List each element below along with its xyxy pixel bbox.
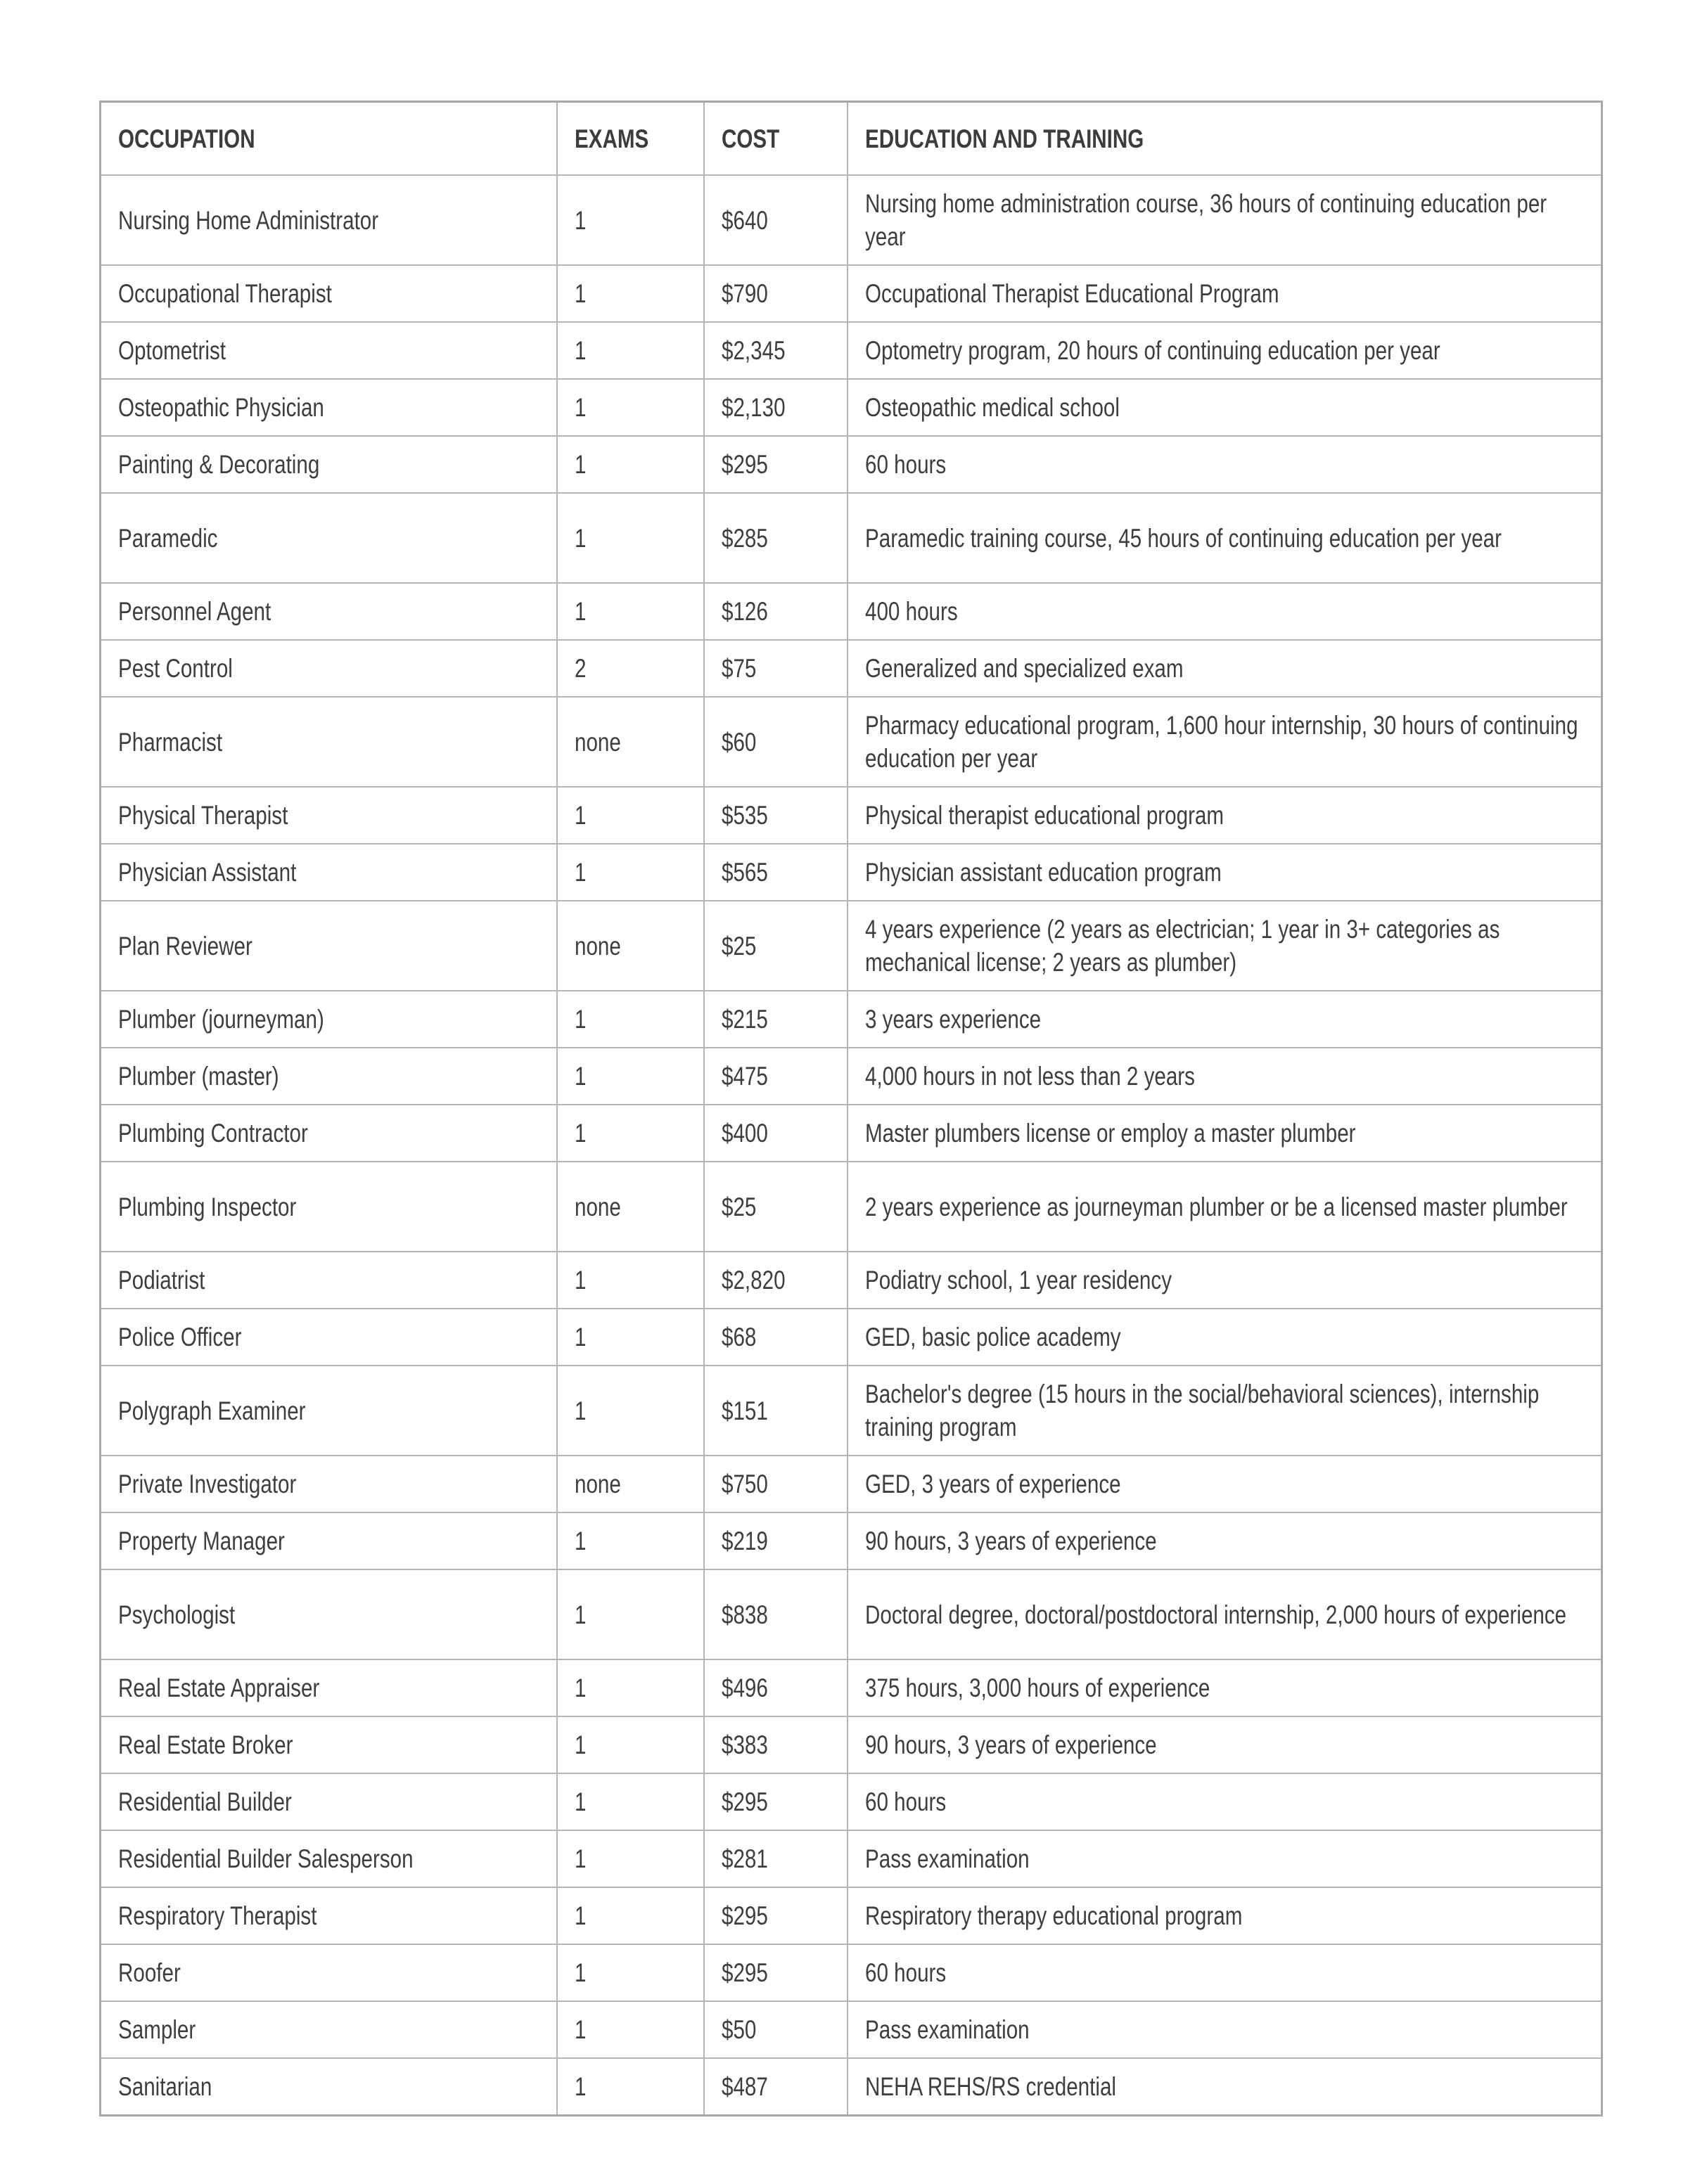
cell-education-text: 60 hours xyxy=(864,1958,947,1987)
cell-education-text: Doctoral degree, doctoral/postdoctoral internship, 2,000 hours of experience xyxy=(864,1600,1566,1629)
cell-cost xyxy=(704,1162,847,1252)
table-row xyxy=(101,1773,1602,1830)
table-row xyxy=(101,901,1602,991)
cell-cost xyxy=(704,1830,847,1887)
cell-education xyxy=(848,1512,1602,1569)
cell-occupation-text: Plan Reviewer xyxy=(118,931,252,961)
cell-cost xyxy=(704,1887,847,1944)
cell-exams-text: 1 xyxy=(575,1396,587,1425)
table-row xyxy=(101,1512,1602,1569)
cell-education xyxy=(848,436,1602,493)
cell-cost-text: $295 xyxy=(722,1958,769,1987)
cell-occupation-text: Residential Builder Salesperson xyxy=(118,1844,414,1873)
cell-cost-text: $295 xyxy=(722,1901,769,1930)
cell-occupation-text: Psychologist xyxy=(118,1600,236,1629)
cell-education xyxy=(848,583,1602,640)
cell-exams xyxy=(557,787,704,844)
cell-education-text: 4 years experience (2 years as electrician; 1 year in 3+ categories as mechanical license; 2 years as plumber) xyxy=(864,915,1500,977)
cell-occupation xyxy=(101,1944,558,2001)
table-row xyxy=(101,1944,1602,2001)
cell-cost-text: $2,820 xyxy=(722,1266,786,1295)
cell-cost xyxy=(704,640,847,697)
cell-cost-text: $126 xyxy=(722,597,769,626)
cell-exams xyxy=(557,1830,704,1887)
cell-occupation xyxy=(101,1105,558,1162)
cell-cost-text: $2,130 xyxy=(722,393,786,422)
cell-occupation xyxy=(101,1887,558,1944)
cell-exams-text: 1 xyxy=(575,1527,587,1555)
cell-cost xyxy=(704,1659,847,1716)
cell-cost xyxy=(704,1105,847,1162)
cell-occupation-text: Pest Control xyxy=(118,654,233,683)
cell-exams xyxy=(557,1162,704,1252)
cell-exams-text: 1 xyxy=(575,1119,587,1148)
cell-exams-text: none xyxy=(575,1470,622,1498)
cell-cost xyxy=(704,2058,847,2116)
cell-exams xyxy=(557,1252,704,1309)
cell-education-text: 375 hours, 3,000 hours of experience xyxy=(864,1674,1210,1702)
cell-occupation xyxy=(101,1366,558,1456)
cell-education-text: Podiatry school, 1 year residency xyxy=(864,1266,1172,1295)
cell-cost xyxy=(704,1456,847,1512)
header-occupation: OCCUPATION xyxy=(101,102,558,176)
cell-cost-text: $2,345 xyxy=(722,336,786,365)
cell-occupation-text: Paramedic xyxy=(118,523,218,553)
cell-exams xyxy=(557,901,704,991)
table-row xyxy=(101,1716,1602,1773)
cell-education-text: 3 years experience xyxy=(864,1005,1041,1034)
cell-cost xyxy=(704,493,847,583)
cell-education-text: GED, basic police academy xyxy=(864,1323,1121,1351)
table-row xyxy=(101,2058,1602,2116)
cell-education-text: Master plumbers license or employ a master plumber xyxy=(864,1119,1356,1148)
cell-education xyxy=(848,379,1602,436)
cell-cost-text: $295 xyxy=(722,1787,769,1816)
cell-occupation xyxy=(101,1830,558,1887)
table-row xyxy=(101,1105,1602,1162)
cell-occupation-text: Property Manager xyxy=(118,1527,285,1555)
cell-cost-text: $838 xyxy=(722,1600,769,1629)
table-row xyxy=(101,175,1602,265)
cell-exams xyxy=(557,583,704,640)
table-body xyxy=(101,175,1602,2116)
cell-exams xyxy=(557,991,704,1048)
cell-occupation-text: Pharmacist xyxy=(118,727,223,757)
cell-occupation-text: Occupational Therapist xyxy=(118,279,332,308)
cell-cost xyxy=(704,379,847,436)
table-row xyxy=(101,1659,1602,1716)
cell-cost-text: $219 xyxy=(722,1527,769,1555)
cell-exams xyxy=(557,1366,704,1456)
cell-occupation-text: Real Estate Appraiser xyxy=(118,1674,320,1702)
cell-education-text: GED, 3 years of experience xyxy=(864,1470,1121,1498)
cell-exams xyxy=(557,265,704,322)
cell-cost-text: $50 xyxy=(722,2015,757,2044)
table-row xyxy=(101,322,1602,379)
cell-education-text: Pharmacy educational program, 1,600 hour internship, 30 hours of continuing education per year xyxy=(864,711,1578,773)
cell-occupation-text: Nursing Home Administrator xyxy=(118,205,379,235)
cell-occupation xyxy=(101,379,558,436)
cell-exams xyxy=(557,1887,704,1944)
cell-occupation xyxy=(101,640,558,697)
cell-education xyxy=(848,1048,1602,1105)
cell-education xyxy=(848,1252,1602,1309)
cell-exams-text: 1 xyxy=(575,279,587,308)
table-row xyxy=(101,1887,1602,1944)
cell-education xyxy=(848,1830,1602,1887)
cell-occupation xyxy=(101,1162,558,1252)
header-cost: COST xyxy=(704,102,847,176)
cell-exams-text: 1 xyxy=(575,1958,587,1987)
cell-cost-text: $475 xyxy=(722,1062,769,1091)
cell-cost-text: $383 xyxy=(722,1730,769,1759)
cell-exams xyxy=(557,1716,704,1773)
cell-cost-text: $25 xyxy=(722,1192,757,1221)
cell-exams-text: 1 xyxy=(575,1600,587,1629)
cell-education-text: 4,000 hours in not less than 2 years xyxy=(864,1062,1195,1091)
cell-occupation-text: Plumbing Contractor xyxy=(118,1119,308,1148)
cell-education xyxy=(848,1569,1602,1659)
cell-cost xyxy=(704,1048,847,1105)
cell-education xyxy=(848,697,1602,787)
cell-cost-text: $790 xyxy=(722,279,769,308)
table-row xyxy=(101,640,1602,697)
cell-cost-text: $151 xyxy=(722,1396,769,1425)
cell-cost-text: $75 xyxy=(722,654,757,683)
cell-education xyxy=(848,1944,1602,2001)
cell-education-text: 400 hours xyxy=(864,597,958,626)
cell-education xyxy=(848,1887,1602,1944)
cell-exams-text: 1 xyxy=(575,523,587,553)
cell-cost xyxy=(704,1309,847,1366)
cell-cost xyxy=(704,1569,847,1659)
cell-education xyxy=(848,2058,1602,2116)
cell-cost xyxy=(704,991,847,1048)
cell-occupation xyxy=(101,493,558,583)
cell-exams xyxy=(557,1456,704,1512)
cell-exams xyxy=(557,493,704,583)
cell-education xyxy=(848,1309,1602,1366)
cell-exams-text: 1 xyxy=(575,1005,587,1034)
cell-cost xyxy=(704,583,847,640)
table-row xyxy=(101,697,1602,787)
cell-exams-text: 1 xyxy=(575,858,587,887)
cell-cost xyxy=(704,1944,847,2001)
cell-occupation-text: Plumber (journeyman) xyxy=(118,1005,324,1034)
licensing-table xyxy=(99,101,1603,2116)
cell-cost-text: $60 xyxy=(722,727,757,757)
cell-occupation xyxy=(101,991,558,1048)
cell-education xyxy=(848,1716,1602,1773)
table-row xyxy=(101,991,1602,1048)
table-row xyxy=(101,493,1602,583)
cell-cost-text: $285 xyxy=(722,523,769,553)
cell-exams xyxy=(557,175,704,265)
cell-occupation xyxy=(101,1309,558,1366)
cell-education-text: NEHA REHS/RS credential xyxy=(864,2072,1116,2101)
cell-occupation-text: Personnel Agent xyxy=(118,597,271,626)
cell-education-text: 90 hours, 3 years of experience xyxy=(864,1730,1157,1759)
cell-occupation xyxy=(101,787,558,844)
cell-exams xyxy=(557,322,704,379)
cell-occupation-text: Optometrist xyxy=(118,336,226,365)
cell-education xyxy=(848,493,1602,583)
cell-cost-text: $535 xyxy=(722,801,769,830)
cell-exams-text: 1 xyxy=(575,597,587,626)
cell-occupation xyxy=(101,583,558,640)
cell-cost-text: $400 xyxy=(722,1119,769,1148)
cell-exams-text: 1 xyxy=(575,205,587,235)
cell-education-text: Osteopathic medical school xyxy=(864,393,1120,422)
cell-exams xyxy=(557,1569,704,1659)
table-row xyxy=(101,1830,1602,1887)
cell-cost xyxy=(704,2001,847,2058)
cell-occupation xyxy=(101,844,558,901)
cell-education xyxy=(848,787,1602,844)
cell-education xyxy=(848,1456,1602,1512)
cell-education-text: Respiratory therapy educational program xyxy=(864,1901,1243,1930)
cell-cost xyxy=(704,322,847,379)
cell-exams-text: 1 xyxy=(575,2015,587,2044)
cell-cost-text: $281 xyxy=(722,1844,769,1873)
table-row xyxy=(101,1569,1602,1659)
cell-occupation xyxy=(101,175,558,265)
cell-exams-text: 1 xyxy=(575,801,587,830)
cell-education-text: Generalized and specialized exam xyxy=(864,654,1184,683)
cell-occupation-text: Sampler xyxy=(118,2015,196,2044)
cell-exams-text: 1 xyxy=(575,393,587,422)
table-row xyxy=(101,1162,1602,1252)
cell-exams-text: 1 xyxy=(575,1266,587,1295)
cell-occupation-text: Police Officer xyxy=(118,1323,242,1351)
cell-education-text: Physician assistant education program xyxy=(864,858,1222,887)
cell-exams-text: 1 xyxy=(575,1674,587,1702)
cell-exams-text: none xyxy=(575,727,622,757)
cell-cost xyxy=(704,1512,847,1569)
cell-cost xyxy=(704,697,847,787)
cell-occupation-text: Plumber (master) xyxy=(118,1062,279,1091)
cell-exams xyxy=(557,1512,704,1569)
cell-cost-text: $750 xyxy=(722,1470,769,1498)
cell-education-text: Paramedic training course, 45 hours of continuing education per year xyxy=(864,523,1502,553)
cell-cost xyxy=(704,1716,847,1773)
cell-exams xyxy=(557,1105,704,1162)
table-row xyxy=(101,1048,1602,1105)
cell-cost xyxy=(704,436,847,493)
cell-exams-text: 1 xyxy=(575,1730,587,1759)
cell-education xyxy=(848,265,1602,322)
cell-cost xyxy=(704,901,847,991)
cell-exams-text: 1 xyxy=(575,2072,587,2101)
table-row xyxy=(101,2001,1602,2058)
cell-exams xyxy=(557,436,704,493)
cell-exams xyxy=(557,844,704,901)
table-row xyxy=(101,583,1602,640)
cell-education xyxy=(848,640,1602,697)
cell-cost xyxy=(704,1773,847,1830)
cell-education xyxy=(848,1105,1602,1162)
cell-exams xyxy=(557,1309,704,1366)
table-row xyxy=(101,1309,1602,1366)
cell-education xyxy=(848,2001,1602,2058)
cell-education xyxy=(848,1162,1602,1252)
cell-occupation-text: Sanitarian xyxy=(118,2072,212,2101)
cell-education-text: 60 hours xyxy=(864,450,947,479)
cell-occupation xyxy=(101,265,558,322)
cell-occupation xyxy=(101,2001,558,2058)
table-row xyxy=(101,265,1602,322)
cell-exams-text: 1 xyxy=(575,336,587,365)
cell-exams xyxy=(557,640,704,697)
cell-cost-text: $68 xyxy=(722,1323,757,1351)
cell-education-text: Optometry program, 20 hours of continuing education per year xyxy=(864,336,1440,365)
cell-exams-text: 1 xyxy=(575,1062,587,1091)
cell-cost-text: $487 xyxy=(722,2072,769,2101)
cell-cost-text: $496 xyxy=(722,1674,769,1702)
cell-occupation xyxy=(101,1456,558,1512)
cell-occupation xyxy=(101,1512,558,1569)
cell-occupation-text: Physician Assistant xyxy=(118,858,297,887)
cell-education xyxy=(848,991,1602,1048)
cell-education-text: Pass examination xyxy=(864,1844,1030,1873)
cell-education xyxy=(848,844,1602,901)
cell-exams xyxy=(557,2001,704,2058)
cell-occupation-text: Residential Builder xyxy=(118,1787,292,1816)
cell-exams xyxy=(557,1944,704,2001)
cell-cost xyxy=(704,1252,847,1309)
cell-exams xyxy=(557,1773,704,1830)
cell-occupation-text: Private Investigator xyxy=(118,1470,297,1498)
cell-exams xyxy=(557,379,704,436)
cell-occupation xyxy=(101,1773,558,1830)
cell-cost xyxy=(704,844,847,901)
cell-occupation-text: Roofer xyxy=(118,1958,181,1987)
cell-occupation-text: Real Estate Broker xyxy=(118,1730,293,1759)
cell-cost xyxy=(704,265,847,322)
cell-occupation-text: Polygraph Examiner xyxy=(118,1396,306,1425)
cell-education xyxy=(848,1659,1602,1716)
cell-education-text: Occupational Therapist Educational Program xyxy=(864,279,1279,308)
cell-occupation-text: Physical Therapist xyxy=(118,801,288,830)
table-row xyxy=(101,844,1602,901)
cell-exams-text: 1 xyxy=(575,450,587,479)
cell-exams-text: 2 xyxy=(575,654,587,683)
cell-exams-text: none xyxy=(575,1192,622,1221)
cell-cost xyxy=(704,175,847,265)
header-education: EDUCATION AND TRAINING xyxy=(848,102,1602,176)
cell-education-text: 90 hours, 3 years of experience xyxy=(864,1527,1157,1555)
cell-occupation xyxy=(101,1048,558,1105)
cell-occupation xyxy=(101,697,558,787)
cell-cost-text: $640 xyxy=(722,205,769,235)
cell-education xyxy=(848,1773,1602,1830)
cell-cost xyxy=(704,787,847,844)
table-row xyxy=(101,1366,1602,1456)
table-row xyxy=(101,436,1602,493)
cell-exams xyxy=(557,1048,704,1105)
cell-education-text: 2 years experience as journeyman plumber or be a licensed master plumber xyxy=(864,1192,1568,1221)
cell-occupation-text: Podiatrist xyxy=(118,1266,205,1295)
table-row xyxy=(101,787,1602,844)
cell-education xyxy=(848,1366,1602,1456)
cell-education-text: Bachelor's degree (15 hours in the social/behavioral sciences), internship training program xyxy=(864,1380,1540,1441)
cell-occupation-text: Painting & Decorating xyxy=(118,450,320,479)
cell-occupation xyxy=(101,436,558,493)
header-exams: EXAMS xyxy=(557,102,704,176)
cell-occupation xyxy=(101,1716,558,1773)
cell-exams-text: none xyxy=(575,931,622,961)
cell-education xyxy=(848,901,1602,991)
cell-cost-text: $25 xyxy=(722,931,757,961)
cell-education xyxy=(848,322,1602,379)
table-row xyxy=(101,1456,1602,1512)
cell-education xyxy=(848,175,1602,265)
cell-occupation xyxy=(101,322,558,379)
cell-cost-text: $295 xyxy=(722,450,769,479)
cell-occupation-text: Osteopathic Physician xyxy=(118,393,324,422)
cell-occupation xyxy=(101,901,558,991)
cell-exams xyxy=(557,697,704,787)
cell-occupation-text: Plumbing Inspector xyxy=(118,1192,297,1221)
cell-exams xyxy=(557,1659,704,1716)
cell-education-text: Pass examination xyxy=(864,2015,1030,2044)
cell-exams-text: 1 xyxy=(575,1323,587,1351)
cell-cost-text: $565 xyxy=(722,858,769,887)
cell-cost-text: $215 xyxy=(722,1005,769,1034)
cell-occupation xyxy=(101,2058,558,2116)
cell-exams-text: 1 xyxy=(575,1901,587,1930)
cell-cost xyxy=(704,1366,847,1456)
cell-exams-text: 1 xyxy=(575,1787,587,1816)
cell-education-text: 60 hours xyxy=(864,1787,947,1816)
cell-exams-text: 1 xyxy=(575,1844,587,1873)
table-header-row xyxy=(101,102,1602,176)
cell-occupation xyxy=(101,1252,558,1309)
cell-exams xyxy=(557,2058,704,2116)
cell-education-text: Physical therapist educational program xyxy=(864,801,1224,830)
table-row xyxy=(101,379,1602,436)
cell-occupation xyxy=(101,1569,558,1659)
cell-education-text: Nursing home administration course, 36 hours of continuing education per year xyxy=(864,189,1547,251)
table-row xyxy=(101,1252,1602,1309)
cell-occupation-text: Respiratory Therapist xyxy=(118,1901,317,1930)
cell-occupation xyxy=(101,1659,558,1716)
